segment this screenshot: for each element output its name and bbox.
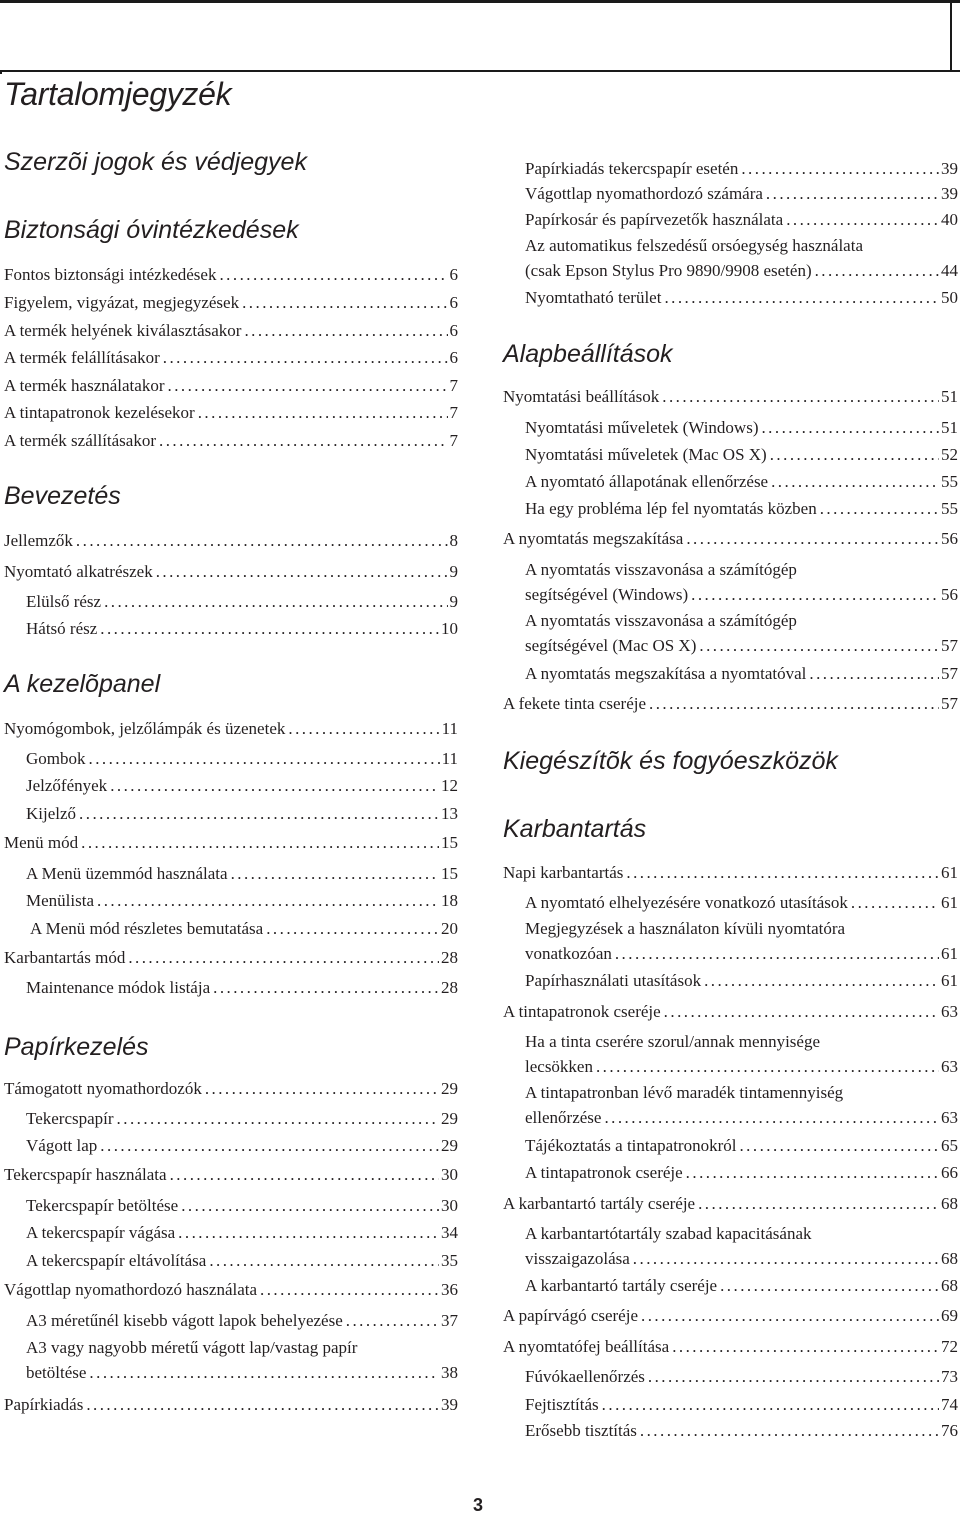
heading-copyright: Szerzõi jogok és védjegyek: [4, 148, 307, 176]
toc-entry[interactable]: Jellemzők . . . 8: [4, 528, 458, 553]
toc-subentry[interactable]: Papírkiadás tekercspapír esetén . . . 39: [525, 156, 958, 181]
toc-subentry[interactable]: A tintapatronok cseréje . . . 66: [525, 1160, 958, 1185]
heading-control-panel: A kezelõpanel: [4, 670, 161, 698]
toc-subentry[interactable]: Fúvókaellenőrzés . . . 73: [525, 1364, 958, 1389]
toc-entry[interactable]: A fekete tinta cseréje . . . 57: [503, 691, 958, 716]
right-rule: [950, 0, 952, 72]
heading-intro: Bevezetés: [4, 482, 121, 510]
toc-entry[interactable]: Papírkiadás . . . 39: [4, 1392, 458, 1417]
toc-entry[interactable]: Menü mód . . . 15: [4, 830, 458, 855]
toc-subentry[interactable]: A3 vagy nagyobb méretű vágott lap/vastag papír betöltése . . . 38: [26, 1335, 458, 1385]
toc-subentry[interactable]: Tekercspapír . . . 29: [26, 1106, 458, 1131]
heading-safety: Biztonsági óvintézkedések: [4, 216, 299, 244]
toc-subentry[interactable]: A nyomtató állapotának ellenőrzése . . . 55: [525, 469, 958, 494]
heading-paper-handling: Papírkezelés: [4, 1033, 149, 1061]
toc-entry[interactable]: Tekercspapír használata . . . 30: [4, 1162, 458, 1187]
toc-subentry[interactable]: Jelzőfények . . . 12: [26, 773, 458, 798]
toc-entry[interactable]: Vágottlap nyomathordozó használata . . . 36: [4, 1277, 458, 1302]
toc-entry[interactable]: A karbantartó tartály cseréje . . . 68: [503, 1191, 958, 1216]
toc-entry[interactable]: A termék szállításakor . . . 7: [4, 428, 458, 453]
toc-entry[interactable]: Karbantartás mód . . . 28: [4, 945, 458, 970]
header-rule-tick: [0, 70, 2, 74]
heading-accessories: Kiegészítõk és fogyóeszközök: [503, 747, 838, 775]
toc-subentry[interactable]: Hátsó rész . . . 10: [26, 616, 458, 641]
toc-subentry[interactable]: Tájékoztatás a tintapatronokról . . . 65: [525, 1133, 958, 1158]
toc-subentry[interactable]: Papírkosár és papírvezetők használata . . . 40: [525, 207, 958, 232]
toc-subentry[interactable]: A nyomtatás megszakítása a nyomtatóval . . . 57: [525, 661, 958, 686]
toc-subentry[interactable]: Menülista . . . 18: [26, 888, 458, 913]
toc-subentry[interactable]: A tekercspapír vágása . . . 34: [26, 1220, 458, 1245]
toc-subentry[interactable]: Vágott lap . . . 29: [26, 1133, 458, 1158]
toc-subentry[interactable]: Gombok . . . 11: [26, 746, 458, 771]
toc-subentry[interactable]: A nyomtató elhelyezésére vonatkozó utasítások . . . 61: [525, 890, 958, 915]
toc-entry[interactable]: Napi karbantartás . . . 61: [503, 860, 958, 885]
toc-subentry[interactable]: A tekercspapír eltávolítása . . . 35: [26, 1248, 458, 1273]
toc-subentry[interactable]: Vágottlap nyomathordozó számára . . . 39: [525, 181, 958, 206]
toc-entry[interactable]: A tintapatronok kezelésekor . . . 7: [4, 400, 458, 425]
toc-subentry[interactable]: Erősebb tisztítás . . . 76: [525, 1418, 958, 1443]
toc-entry[interactable]: Fontos biztonsági intézkedések . . . 6: [4, 262, 458, 287]
toc-entry[interactable]: A nyomtatás megszakítása . . . 56: [503, 526, 958, 551]
page-title: Tartalomjegyzék: [4, 76, 232, 112]
toc-subentry[interactable]: A karbantartótartály szabad kapacitásának visszaigazolása . . . 68: [525, 1221, 958, 1271]
toc-entry[interactable]: Figyelem, vigyázat, megjegyzések . . . 6: [4, 290, 458, 315]
heading-maintenance: Karbantartás: [503, 815, 647, 843]
toc-entry[interactable]: Nyomógombok, jelzőlámpák és üzenetek . . . 11: [4, 716, 458, 741]
toc-subentry[interactable]: Ha egy probléma lép fel nyomtatás közben . . . 55: [525, 496, 958, 521]
toc-entry[interactable]: A nyomtatófej beállítása . . . 72: [503, 1334, 958, 1359]
toc-entry[interactable]: A termék helyének kiválasztásakor . . . 6: [4, 318, 458, 343]
toc-subentry[interactable]: Fejtisztítás . . . 74: [525, 1392, 958, 1417]
toc-subentry[interactable]: A Menü üzemmód használata . . . 15: [26, 861, 458, 886]
toc-subentry[interactable]: Nyomtatási műveletek (Mac OS X) . . . 52: [525, 442, 958, 467]
toc-entry[interactable]: A tintapatronok cseréje . . . 63: [503, 999, 958, 1024]
toc-entry[interactable]: A termék használatakor . . . 7: [4, 373, 458, 398]
toc-subentry[interactable]: Megjegyzések a használaton kívüli nyomtatóra vonatkozóan . . . 61: [525, 916, 958, 966]
toc-entry[interactable]: Nyomtató alkatrészek . . . 9: [4, 559, 458, 584]
toc-subentry[interactable]: A karbantartó tartály cseréje . . . 68: [525, 1273, 958, 1298]
toc-subentry[interactable]: Kijelző . . . 13: [26, 801, 458, 826]
toc-subentry[interactable]: A nyomtatás visszavonása a számítógép segítségével (Mac OS X) . . . 57: [525, 608, 958, 658]
toc-subentry[interactable]: A3 méretűnél kisebb vágott lapok behelyezése . . . 37: [26, 1308, 458, 1333]
heading-basic-settings: Alapbeállítások: [503, 340, 673, 368]
toc-subentry[interactable]: Tekercspapír betöltése . . . 30: [26, 1193, 458, 1218]
toc-entry[interactable]: A papírvágó cseréje . . . 69: [503, 1303, 958, 1328]
toc-entry[interactable]: A termék felállításakor . . . 6: [4, 345, 458, 370]
toc-subentry[interactable]: A nyomtatás visszavonása a számítógép segítségével (Windows) . . . 56: [525, 557, 958, 607]
toc-subentry[interactable]: Elülső rész . . . 9: [26, 589, 458, 614]
toc-subentry[interactable]: A tintapatronban lévő maradék tintamennyiség ellenőrzése . . . 63: [525, 1080, 958, 1130]
toc-entry[interactable]: Nyomtatási beállítások . . . 51: [503, 384, 958, 409]
header-rule: [0, 70, 960, 72]
toc-subentry[interactable]: Maintenance módok listája . . . 28: [26, 975, 458, 1000]
toc-subentry[interactable]: Nyomtatható terület . . . 50: [525, 285, 958, 310]
toc-entry[interactable]: Támogatott nyomathordozók . . . 29: [4, 1076, 458, 1101]
toc-subentry[interactable]: Ha a tinta cserére szorul/annak mennyisége lecsökken . . . 63: [525, 1029, 958, 1079]
toc-subentry[interactable]: Az automatikus felszedésű orsóegység használata (csak Epson Stylus Pro 9890/9908 esetén) . . . 44: [525, 233, 958, 283]
toc-subentry[interactable]: Nyomtatási műveletek (Windows) . . . 51: [525, 415, 958, 440]
page-number: 3: [473, 1495, 484, 1515]
toc-subentry[interactable]: Papírhasználati utasítások . . . 61: [525, 968, 958, 993]
toc-subentry[interactable]: A Menü mód részletes bemutatása . . . 20: [30, 916, 458, 941]
top-rule: [0, 0, 960, 3]
